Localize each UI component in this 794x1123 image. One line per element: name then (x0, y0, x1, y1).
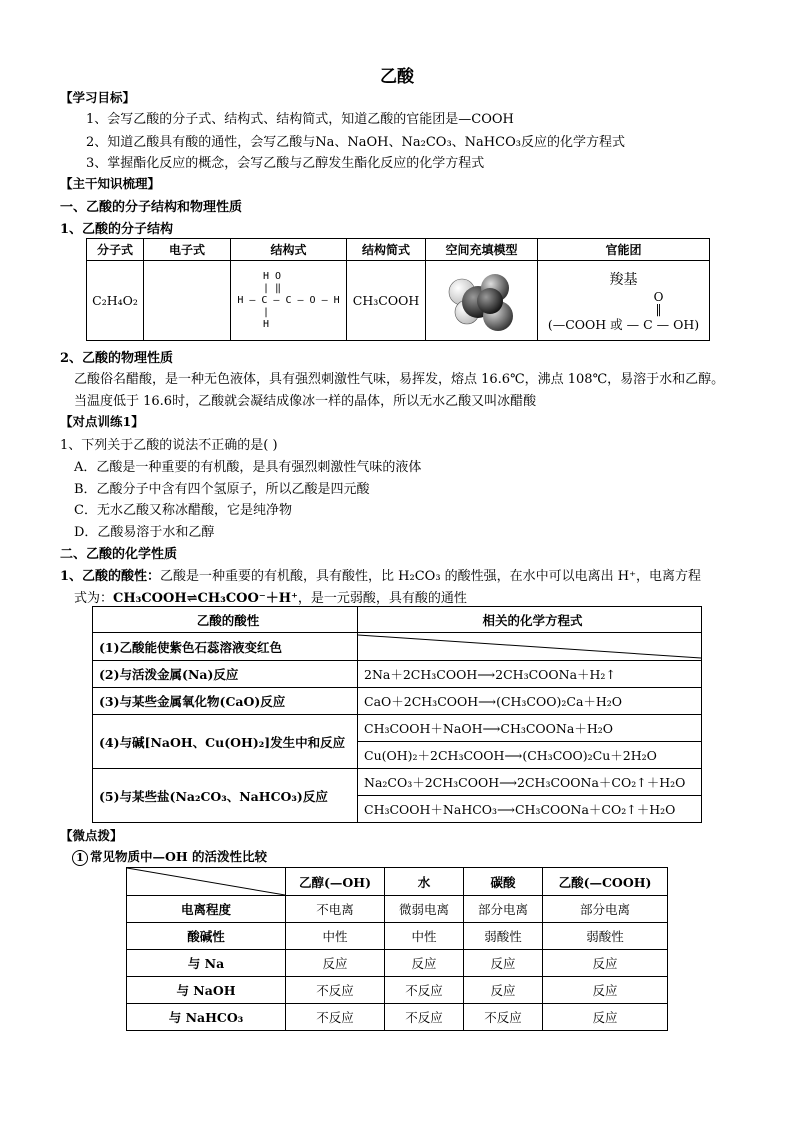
main-tag: 【主干知识梳理】 (60, 176, 161, 191)
equation: CH₃COOH＋NaHCO₃⟶CH₃COONa＋CO₂↑＋H₂O (358, 796, 702, 823)
col-header: 结构式 (231, 239, 347, 261)
col-header: 电子式 (144, 239, 231, 261)
table-row: 电离程度 不电离 微弱电离 部分电离 部分电离 (127, 896, 668, 923)
option-c: C．无水乙酸又称冰醋酸，它是纯净物 (74, 503, 292, 518)
property-label: (5)与某些盐(Na₂CO₃、NaHCO₃)反应 (93, 769, 358, 823)
sub-heading: 2、乙酸的物理性质 (60, 351, 174, 366)
goal-item: 3、掌握酯化反应的概念，会写乙酸与乙醇发生酯化反应的化学方程式 (86, 156, 485, 171)
ionization-equation: CH₃COOH⇌CH₃COO⁻＋H⁺ (113, 591, 298, 606)
option-d: D．乙酸易溶于水和乙醇 (74, 525, 215, 540)
equation: CH₃COOH＋NaOH⟶CH₃COONa＋H₂O (358, 715, 702, 742)
col-header: 结构简式 (347, 239, 426, 261)
formula-cell: C₂H₄O₂ (87, 261, 144, 341)
diagonal-header (127, 868, 286, 896)
tip-title: 1 常见物质中—OH 的活泼性比较 (72, 847, 267, 866)
col-header: 乙酸(—COOH) (543, 868, 668, 896)
acid-properties-table (92, 606, 702, 823)
table-row: 与 NaHCO₃ 不反应 不反应 不反应 反应 (127, 1004, 668, 1031)
col-header: 空间充填模型 (426, 239, 538, 261)
equation: CaO＋2CH₃COOH⟶(CH₃COO)₂Ca＋H₂O (358, 688, 702, 715)
phys-line: 乙酸俗名醋酸，是一种无色液体，具有强烈刺激性气味，易挥发，熔点 16.6℃，沸点 108℃，易溶于水和乙醇。 (74, 372, 725, 387)
acid-para: 式为：CH₃COOH⇌CH₃COO⁻＋H⁺，是一元弱酸，具有酸的通性 (74, 591, 467, 606)
section-heading: 一、乙酸的分子结构和物理性质 (60, 200, 243, 215)
structural-formula: H O | ‖ H — C — C — O — H | H (231, 261, 347, 341)
phys-line: 当温度低于 16.6时，乙酸就会凝结成像冰一样的晶体，所以无水乙酸又叫冰醋酸 (74, 394, 537, 409)
property-label: (3)与某些金属氧化物(CaO)反应 (93, 688, 358, 715)
table-row: 与 NaOH 不反应 不反应 反应 反应 (127, 977, 668, 1004)
property-label: (1)乙酸能使紫色石蕊溶液变红色 (93, 633, 358, 661)
empty-diagonal-cell (358, 633, 702, 661)
practice-tag: 【对点训练1】 (60, 414, 144, 429)
option-b: B．乙酸分子中含有四个氢原子，所以乙酸是四元酸 (74, 482, 370, 497)
col-header: 乙醇(—OH) (286, 868, 385, 896)
col-header: 官能团 (538, 239, 710, 261)
sub-heading: 1、乙酸的分子结构 (60, 222, 174, 237)
equation: 2Na＋2CH₃COOH⟶2CH₃COONa＋H₂↑ (358, 661, 702, 688)
fg-name: 羧基 (609, 271, 638, 288)
property-label: (4)与碱[NaOH、Cu(OH)₂]发生中和反应 (93, 715, 358, 769)
col-header: 乙酸的酸性 (93, 607, 358, 633)
property-label: (2)与活泼金属(Na)反应 (93, 661, 358, 688)
option-a: A．乙酸是一种重要的有机酸，是具有强烈刺激性气味的液体 (74, 460, 422, 475)
tip-tag: 【微点拨】 (60, 828, 123, 843)
table-row: 酸碱性 中性 中性 弱酸性 弱酸性 (127, 923, 668, 950)
circled-number: 1 (72, 850, 88, 866)
goal-item: 1、会写乙酸的分子式、结构式、结构简式，知道乙酸的官能团是—COOH (86, 112, 514, 127)
page-title: 乙酸 (380, 67, 414, 87)
col-header: 碳酸 (464, 868, 543, 896)
col-header: 水 (385, 868, 464, 896)
molecule-model-image (432, 264, 532, 334)
section-heading: 二、乙酸的化学性质 (60, 547, 178, 562)
oh-comparison-table (126, 867, 668, 1031)
structure-table (86, 238, 710, 341)
goal-item: 2、知道乙酸具有酸的通性，会写乙酸与Na、NaOH、Na₂CO₃、NaHCO₃反应的化学方程式 (86, 135, 625, 150)
question: 1、下列关于乙酸的说法不正确的是( ) (60, 438, 278, 453)
electron-cell (144, 261, 231, 341)
equation: Na₂CO₃＋2CH₃COOH⟶2CH₃COONa＋CO₂↑＋H₂O (358, 769, 702, 796)
space-filling-model (426, 261, 538, 341)
table-row: 与 Na 反应 反应 反应 反应 (127, 950, 668, 977)
goals-tag: 【学习目标】 (60, 90, 136, 105)
col-header: 相关的化学方程式 (358, 607, 702, 633)
acid-para: 1、乙酸的酸性：乙酸是一种重要的有机酸，具有酸性，比 H₂CO₃ 的酸性强，在水中可以电离出 H⁺，电离方程 (60, 569, 702, 584)
col-header: 分子式 (87, 239, 144, 261)
fg-formula: (—COOH 或 — C — OH) (547, 316, 700, 332)
equation: Cu(OH)₂＋2CH₃COOH⟶(CH₃COO)₂Cu＋2H₂O (358, 742, 702, 769)
simple-formula-cell: CH₃COOH (347, 261, 426, 341)
functional-group-cell: 羧基 O ‖ (—COOH 或 — C — OH) (538, 261, 710, 341)
